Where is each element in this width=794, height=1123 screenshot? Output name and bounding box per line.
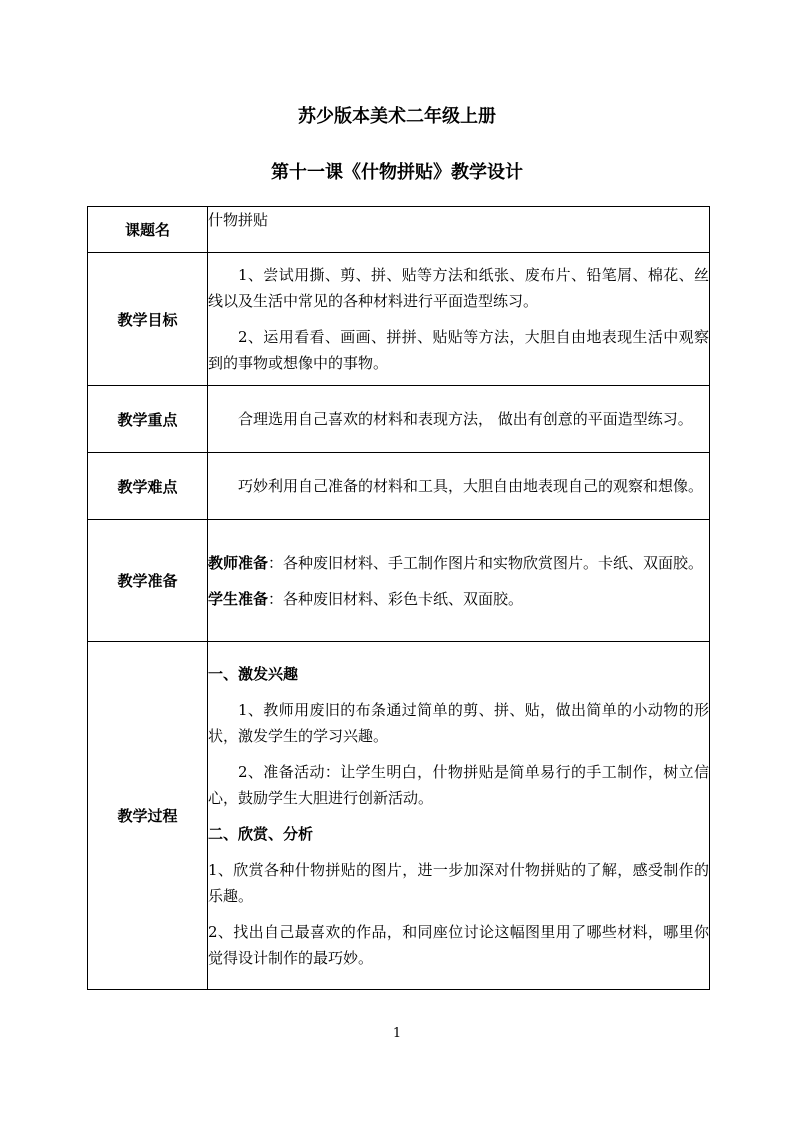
process-item: 1、教师用废旧的布条通过简单的剪、拼、贴，做出简单的小动物的形状，激发学生的学习兴趣。 <box>208 700 709 745</box>
process-section-title: 二、欣赏、分析 <box>208 824 314 843</box>
process-item: 1、欣赏各种什物拼贴的图片，进一步加深对什物拼贴的了解，感受制作的乐趣。 <box>208 860 709 905</box>
page-number: 1 <box>392 1026 402 1041</box>
lesson-plan-table <box>87 206 710 990</box>
table-row-key-points <box>88 386 710 453</box>
table-row-difficulties <box>88 453 710 520</box>
document-title: 苏少版本美术二年级上册 <box>298 106 496 127</box>
process-cell <box>208 642 710 990</box>
row-label-key-points: 教学重点 <box>88 386 208 453</box>
process-section-title: 一、激发兴趣 <box>208 664 299 683</box>
key-points-text: 合理选用自己喜欢的材料和表现方法， 做出有创意的平面造型练习。 <box>238 410 693 428</box>
objective-item: 1、尝试用撕、剪、拼、贴等方法和纸张、废布片、铅笔屑、棉花、丝线以及生活中常见的各种材料进行平面造型练习。 <box>208 266 709 310</box>
preparation-cell <box>208 520 710 642</box>
topic-text: 什物拼贴 <box>208 211 269 229</box>
table-row-preparation <box>88 520 710 642</box>
student-preparation-label: 学生准备 <box>208 589 269 608</box>
difficulties-cell <box>208 453 710 520</box>
objective-item: 2、运用看看、画画、拼拼、贴贴等方法，大胆自由地表现生活中观察到的事物或想像中的事物。 <box>208 328 709 372</box>
process-item: 2、准备活动：让学生明白，什物拼贴是简单易行的手工制作，树立信心，鼓励学生大胆进行创新活动。 <box>208 762 709 807</box>
row-label-difficulties: 教学难点 <box>88 453 208 520</box>
key-points-cell <box>208 386 710 453</box>
teacher-preparation-label: 教师准备 <box>208 553 269 572</box>
row-label-objectives: 教学目标 <box>88 253 208 386</box>
process-item: 2、找出自己最喜欢的作品，和同座位讨论这幅图里用了哪些材料，哪里你觉得设计制作的最巧妙。 <box>208 922 709 967</box>
difficulties-text: 巧妙利用自己准备的材料和工具，大胆自由地表现自己的观察和想像。 <box>238 477 704 495</box>
table-row-topic <box>88 207 710 253</box>
row-label-process: 教学过程 <box>88 642 208 990</box>
teacher-preparation-text: ：各种废旧材料、手工制作图片和实物欣赏图片。卡纸、双面胶。 <box>268 553 704 572</box>
table-row-process <box>88 642 710 990</box>
teacher-preparation <box>208 550 709 576</box>
student-preparation <box>208 586 709 612</box>
objectives-cell <box>208 253 710 386</box>
table-row-objectives <box>88 253 710 386</box>
topic-value <box>208 207 710 253</box>
lesson-title: 第十一课《什物拼贴》教学设计 <box>271 162 523 183</box>
row-label-topic: 课题名 <box>88 207 208 253</box>
row-label-preparation: 教学准备 <box>88 520 208 642</box>
student-preparation-text: ：各种废旧材料、彩色卡纸、双面胶。 <box>268 589 524 608</box>
